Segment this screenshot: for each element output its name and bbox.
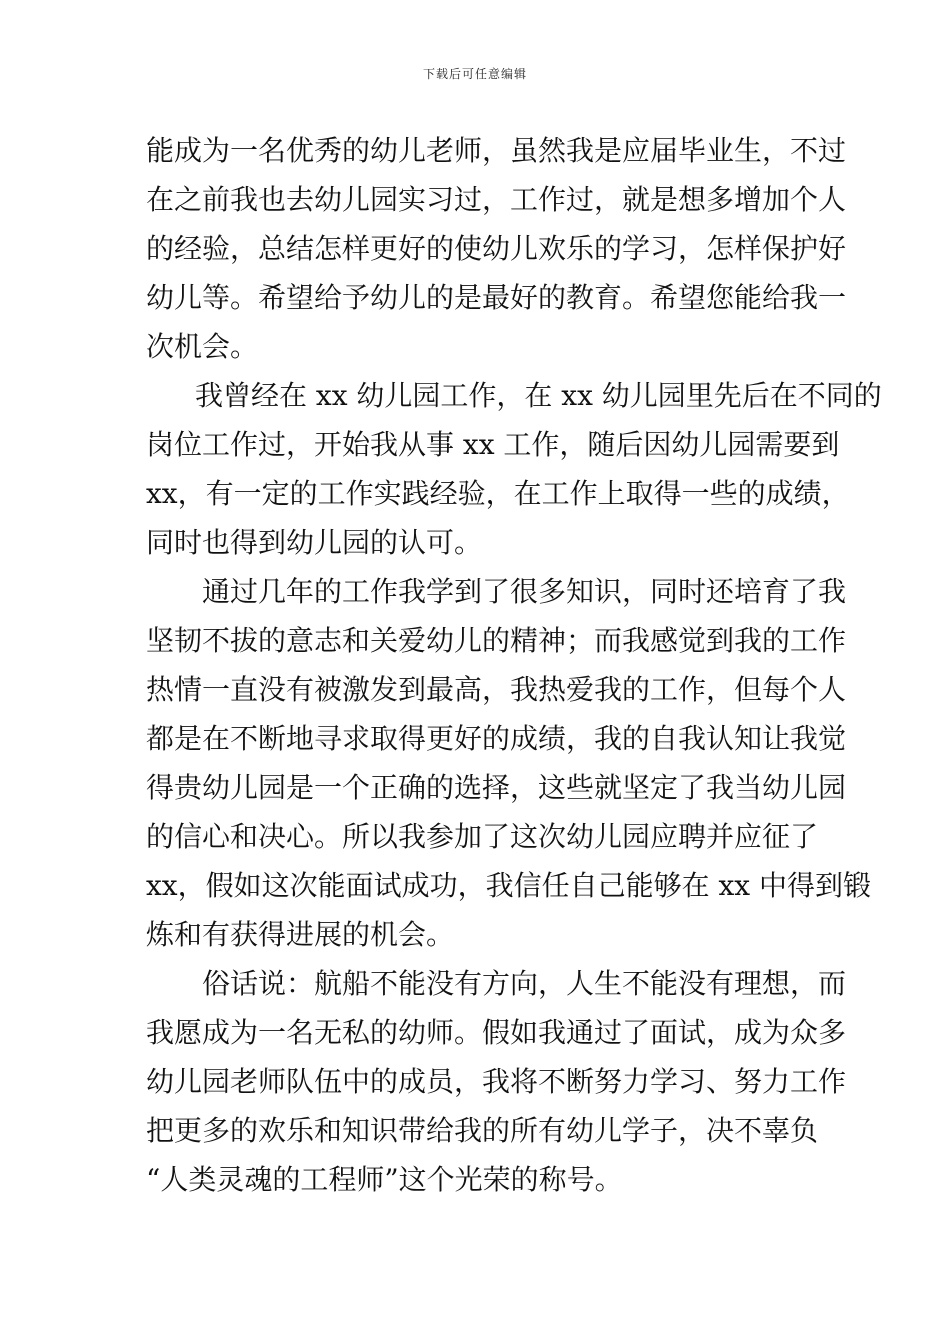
text-line: 的信心和决心。所以我参加了这次幼儿园应聘并应征了: [146, 820, 819, 853]
document-body: [146, 126, 882, 1204]
text-line: 坚韧不拔的意志和关爱幼儿的精神；而我感觉到我的工作: [146, 624, 847, 657]
text-line: 我愿成为一名无私的幼师。假如我通过了面试，成为众多: [146, 1016, 847, 1049]
text-line: 炼和有获得进展的机会。: [146, 918, 455, 951]
text-line: xx，假如这次能面试成功，我信任自己能够在 xx 中得到锻: [146, 869, 871, 902]
text-line: 岗位工作过，开始我从事 xx 工作，随后因幼儿园需要到: [146, 428, 840, 461]
paragraph: [146, 567, 871, 959]
text-line: 在之前我也去幼儿园实习过，工作过，就是想多增加个人: [146, 183, 847, 216]
text-line: 的经验，总结怎样更好的使幼儿欢乐的学习，怎样保护好: [146, 232, 847, 265]
paragraph: [146, 371, 882, 567]
text-line: 通过几年的工作我学到了很多知识，同时还培育了我: [202, 575, 847, 608]
paragraph: [146, 126, 847, 371]
text-line: 幼儿园老师队伍中的成员，我将不断努力学习、努力工作: [146, 1065, 847, 1098]
text-line: 热情一直没有被激发到最高，我热爱我的工作，但每个人: [146, 673, 847, 706]
text-line: xx，有一定的工作实践经验，在工作上取得一些的成绩，: [146, 477, 850, 510]
text-line: 同时也得到幼儿园的认可。: [146, 526, 483, 559]
text-line: 得贵幼儿园是一个正确的选择，这些就坚定了我当幼儿园: [146, 771, 847, 804]
page-header-note: 下载后可任意编辑: [422, 67, 527, 81]
text-line: 次机会。: [146, 330, 259, 363]
text-line: 能成为一名优秀的幼儿老师，虽然我是应届毕业生，不过: [146, 134, 847, 167]
text-line: 俗话说：航船不能没有方向，人生不能没有理想，而: [202, 967, 847, 1000]
text-line: “人类灵魂的工程师”这个光荣的称号。: [146, 1163, 623, 1196]
text-line: 我曾经在 xx 幼儿园工作，在 xx 幼儿园里先后在不同的: [195, 379, 882, 412]
text-line: 都是在不断地寻求取得更好的成绩，我的自我认知让我觉: [146, 722, 847, 755]
text-line: 幼儿等。希望给予幼儿的是最好的教育。希望您能给我一: [146, 281, 847, 314]
text-line: 把更多的欢乐和知识带给我的所有幼儿学子，决不辜负: [146, 1114, 819, 1147]
paragraph: [146, 959, 847, 1204]
